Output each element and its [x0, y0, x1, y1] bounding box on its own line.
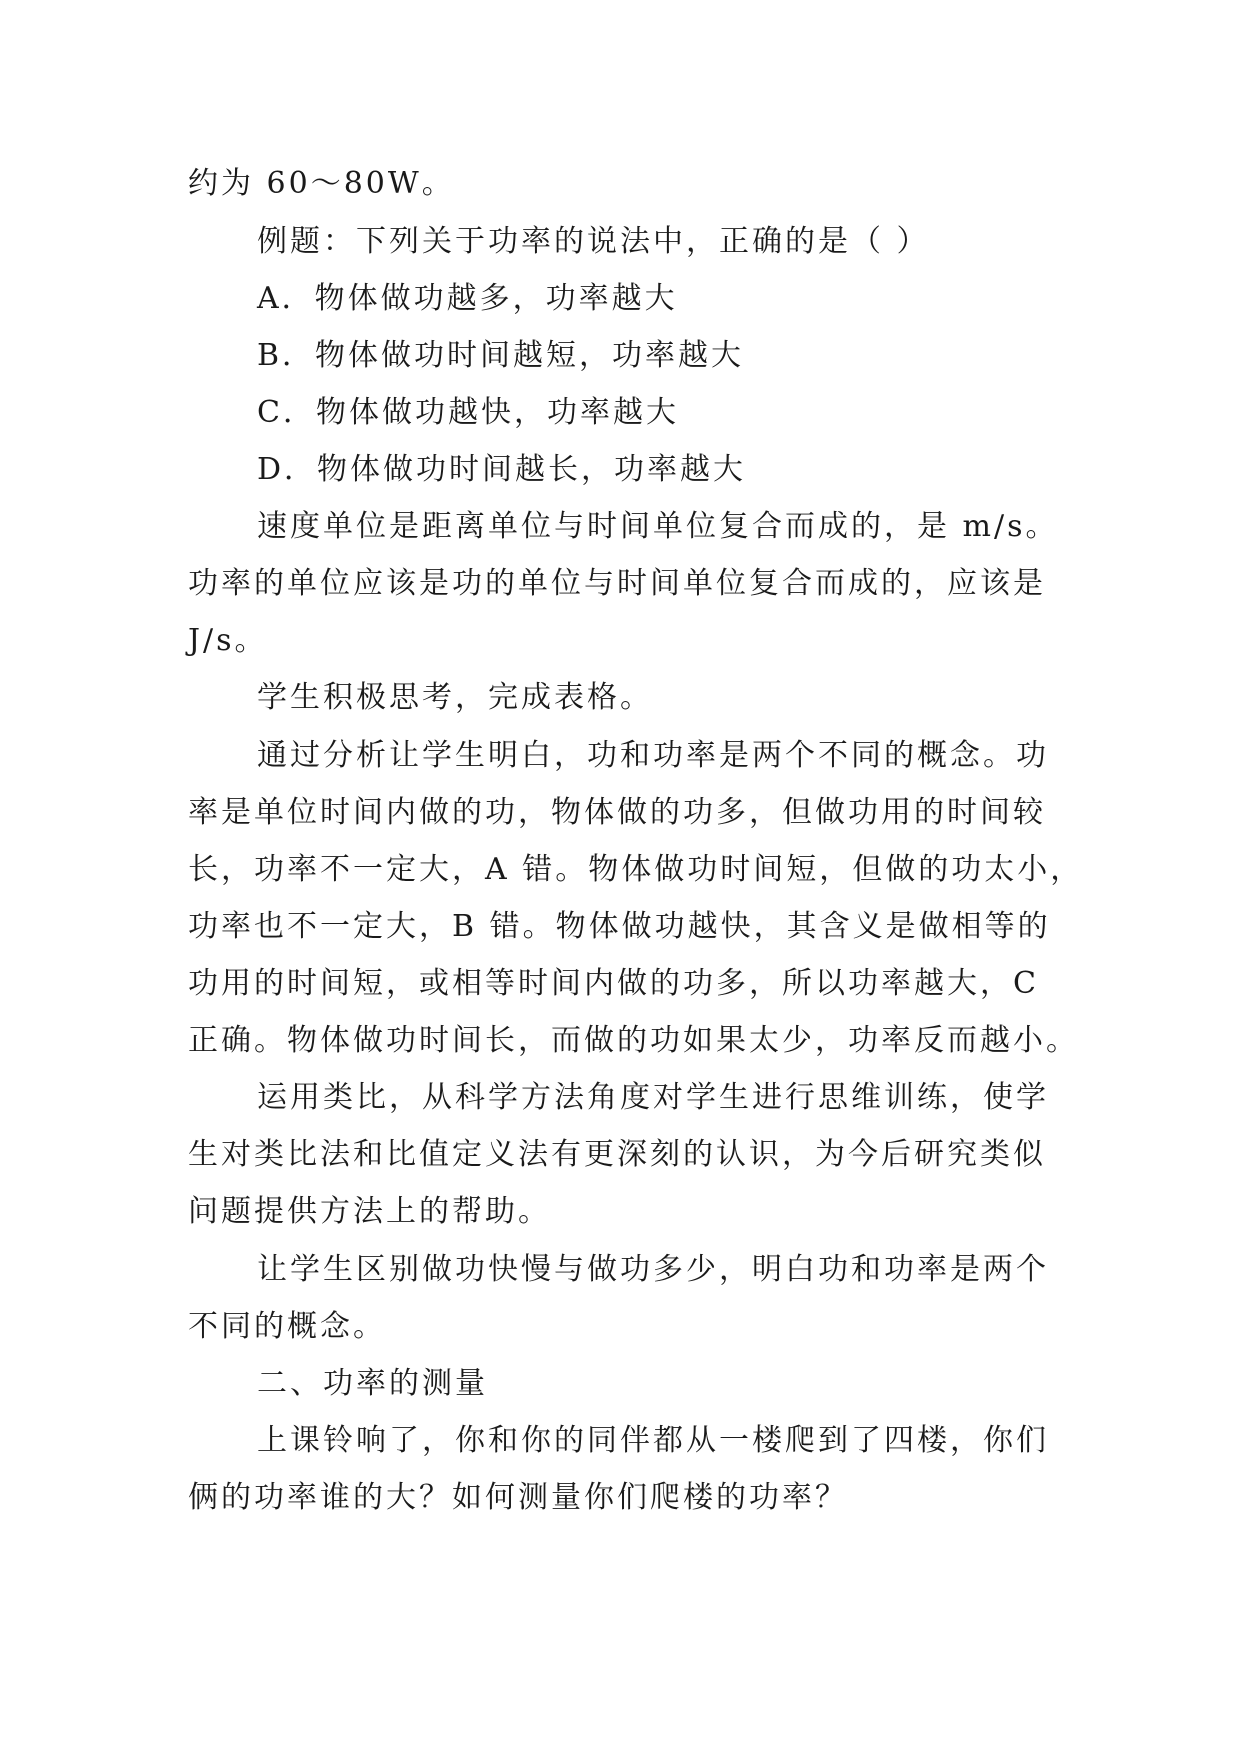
text-line: 速度单位是距离单位与时间单位复合而成的，是 m/s。 [257, 509, 1059, 544]
text-line: 长，功率不一定大，A 错。物体做功时间短，但做的功太小， [188, 852, 1084, 887]
text-line: 让学生区别做功快慢与做功多少，明白功和功率是两个 [257, 1252, 1049, 1287]
option-c: C．物体做功越快，功率越大 [257, 395, 679, 430]
text-line: 功率也不一定大，B 错。物体做功越快，其含义是做相等的 [188, 909, 1051, 944]
text-line: 生对类比法和比值定义法有更深刻的认识，为今后研究类似 [188, 1137, 1046, 1172]
text-line: 功率的单位应该是功的单位与时间单位复合而成的，应该是 [188, 566, 1046, 601]
text-line: 率是单位时间内做的功，物体做的功多，但做功用的时间较 [188, 795, 1046, 830]
option-a: A．物体做功越多，功率越大 [257, 281, 678, 316]
option-d: D．物体做功时间越长，功率越大 [257, 452, 747, 487]
section-heading: 二、功率的测量 [257, 1366, 488, 1401]
text-line: 运用类比，从科学方法角度对学生进行思维训练，使学 [257, 1080, 1049, 1115]
example-question: 例题：下列关于功率的说法中，正确的是（ ） [257, 224, 930, 259]
text-line: 约为 60～80W。 [188, 166, 455, 201]
text-line: 问题提供方法上的帮助。 [188, 1194, 551, 1229]
text-line: 学生积极思考，完成表格。 [257, 680, 653, 715]
text-line: J/s。 [188, 623, 268, 658]
text-line: 功用的时间短，或相等时间内做的功多，所以功率越大，C [188, 966, 1039, 1001]
text-line: 正确。物体做功时间长，而做的功如果太少，功率反而越小。 [188, 1023, 1079, 1058]
option-b: B．物体做功时间越短，功率越大 [257, 338, 745, 373]
text-line: 通过分析让学生明白，功和功率是两个不同的概念。功 [257, 738, 1049, 773]
text-line: 上课铃响了，你和你的同伴都从一楼爬到了四楼，你们 [257, 1423, 1049, 1458]
text-line: 俩的功率谁的大？如何测量你们爬楼的功率？ [188, 1480, 848, 1515]
text-line: 不同的概念。 [188, 1309, 386, 1344]
